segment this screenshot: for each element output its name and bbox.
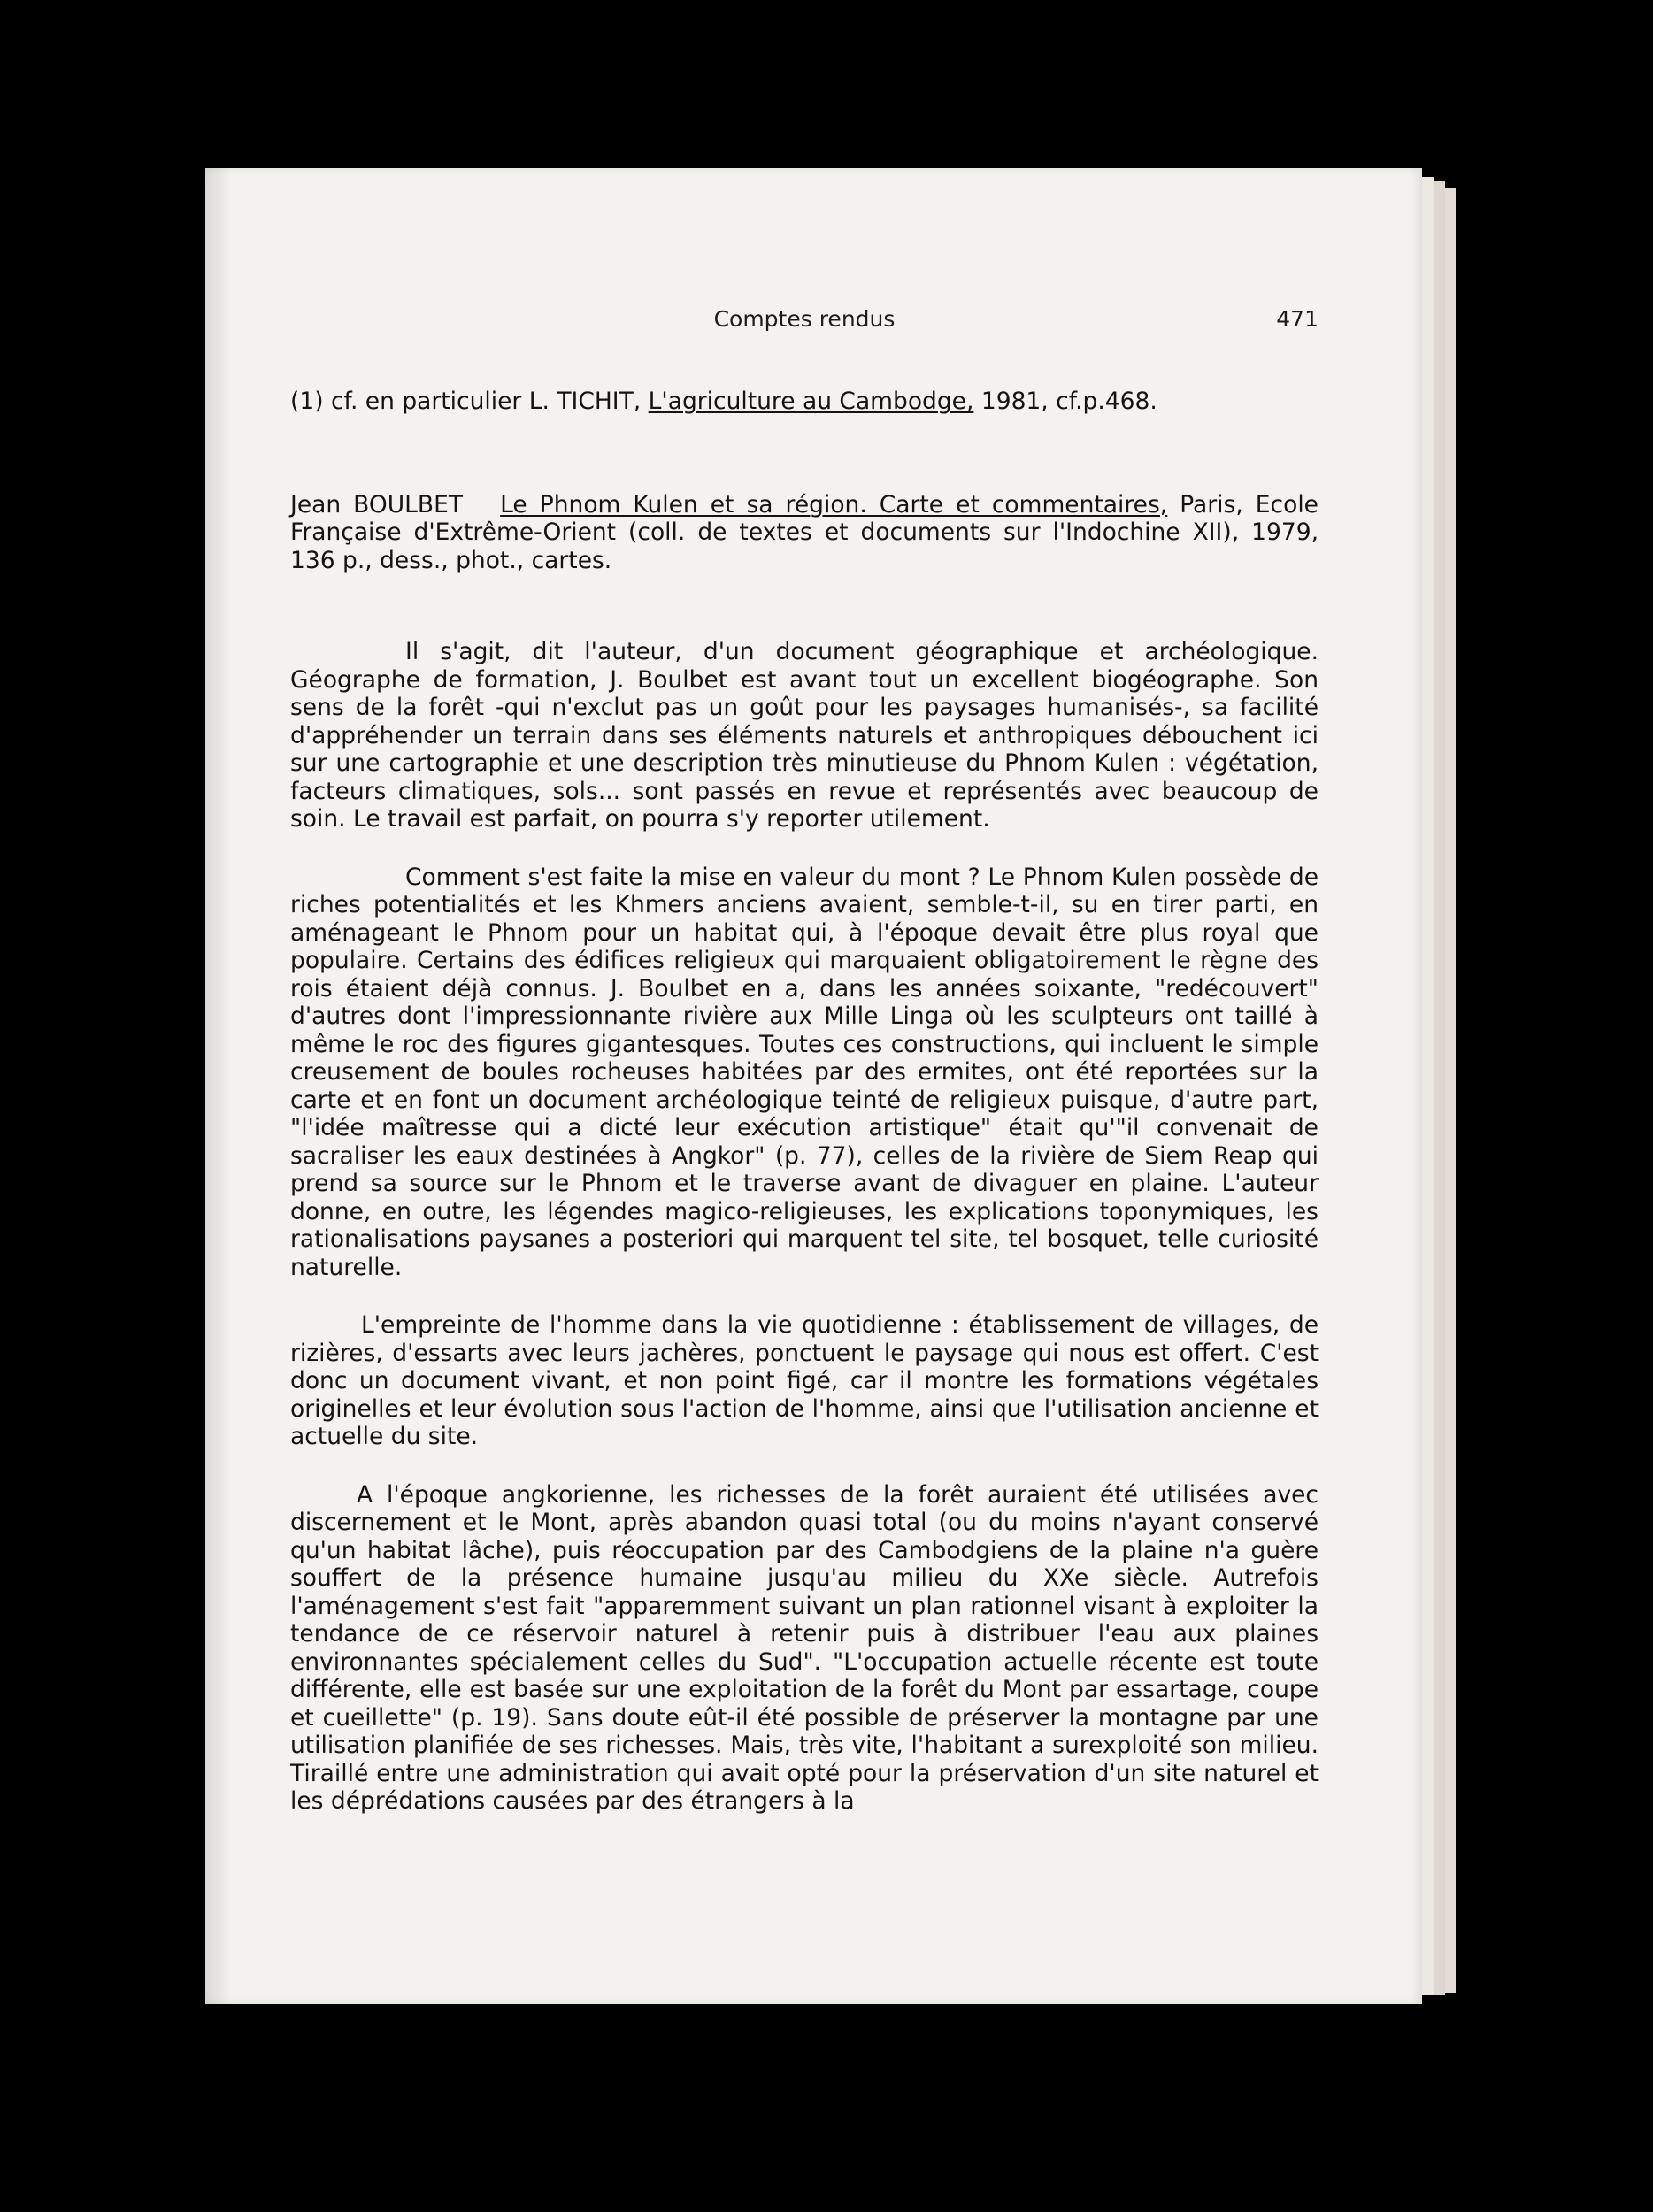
paragraph: A l'époque angkorienne, les richesses de la forêt auraient été utilisées avec discernement et le Mont, après abandon quasi total (ou du moins n'ayant conservé qu'un habitat lâche), puis réoccupation par des Cambodgiens de la plaine n'a guère souffert de la présence humaine jusqu'au milieu du XXe siècle. Autrefois l'aménagement s'est fait "apparemment suivant un plan rationnel visant à exploiter la tendance de ce réservoir naturel à retenir puis à distribuer l'eau aux plaines environnantes spécialement celles du Sud". "L'occupation actuelle récente est toute différente, elle est basée sur une exploitation de la forêt du Mont par essartage, coupe et cueillette" (p. 19). Sans doute eût-il été possible de préserver la montagne par une utilisation planifiée de ses richesses. Mais, très vite, l'habitant a surexploité son milieu. Tiraillé entre une administration qui avait opté pour la préservation d'un site naturel et les déprédations causées par des étrangers à la (290, 1480, 1319, 1815)
footnote-marker: (1) (290, 388, 324, 415)
running-header (290, 306, 1319, 342)
paragraph: L'empreinte de l'homme dans la vie quotidienne : établissement de villages, de rizières, d'essarts avec leurs jachères, ponctuent le paysage qui nous est offert. C'est donc un document vivant, et non point figé, car il montre les formations végétales originelles et leur évolution sous l'action de l'homme, ainsi que l'utilisation ancienne et actuelle du site. (290, 1311, 1319, 1450)
footnote-text: cf. en particulier L. TICHIT, (330, 388, 642, 415)
reference-title: Le Phnom Kulen et sa région. Carte et commentaires, (500, 490, 1168, 518)
page-gutter-shadow (205, 168, 232, 2004)
page-body (290, 388, 1319, 1816)
footnote-date: 1981, cf.p.468. (980, 388, 1157, 415)
footnote (290, 388, 1319, 416)
page-number: 471 (1276, 306, 1319, 332)
paragraph: Comment s'est faite la mise en valeur du mont ? Le Phnom Kulen possède de riches potentialités et les Khmers anciens avaient, semble-t-il, su en tirer parti, en aménageant le Phnom pour un habitat qui, à l'époque devait être plus royal que populaire. Certains des édifices religieux qui marquaient obligatoirement le règne des rois étaient déjà connus. J. Boulbet en a, dans les années soixante, "redécouvert" d'autres dont l'impressionnante rivière aux Mille Linga où les sculpteurs ont taillé à même le roc des figures gigantesques. Toutes ces constructions, qui incluent le simple creusement de boules rocheuses habitées par des ermites, ont été reportées sur la carte et en font un document archéologique teinté de religieux puisque, d'autre part, "l'idée maîtresse qui a dicté leur exécution artistique" était qu'"il convenait de sacraliser les eaux destinées à Angkor" (p. 77), celles de la rivière de Siem Reap qui prend sa source sur le Phnom et le traverse avant de divaguer en plaine. L'auteur donne, en outre, les légendes magico-religieuses, les explications toponymiques, les rationalisations paysanes a posteriori qui marquent tel site, tel bosquet, telle curiosité naturelle. (290, 863, 1319, 1281)
reference-details: Paris, Ecole Française d'Extrême-Orient (coll. de textes et documents sur l'Indochine XII), 1979, 136 p., dess., phot., cartes. (290, 490, 1319, 574)
book-reference (290, 491, 1319, 575)
paragraph: Il s'agit, dit l'auteur, d'un document géographique et archéologique. Géographe de formation, J. Boulbet est avant tout un excellent biogéographe. Son sens de la forêt -qui n'exclut pas un goût pour les paysages humanisés-, sa facilité d'appréhender un terrain dans ses éléments naturels et anthropiques débouchent ici sur une cartographie et une description très minutieuse du Phnom Kulen : végétation, facteurs climatiques, sols... sont passés en revue et représentés avec beaucoup de soin. Le travail est parfait, on pourra s'y reporter utilement. (290, 638, 1319, 833)
footnote-title: L'agriculture au Cambodge, (648, 388, 974, 415)
running-title: Comptes rendus (713, 306, 896, 332)
reference-author: Jean BOULBET (290, 490, 464, 518)
